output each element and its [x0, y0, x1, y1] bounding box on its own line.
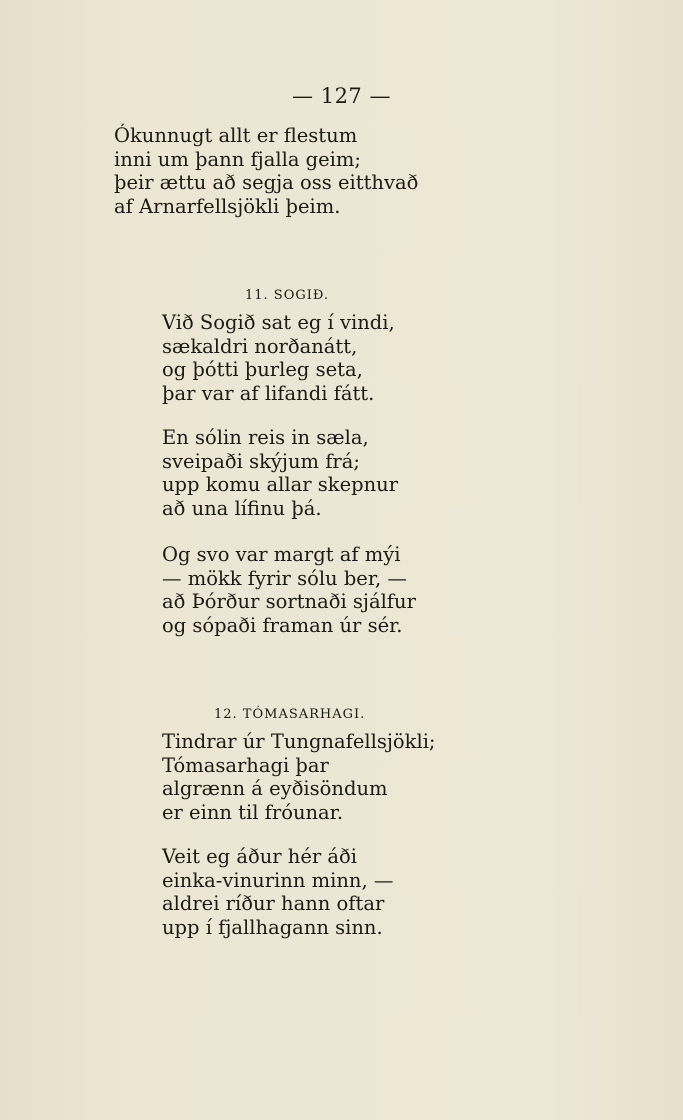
verse-line: Við Sogið sat eg í vindi, — [162, 311, 395, 334]
verse-line: sækaldri norðanátt, — [162, 334, 358, 358]
poem-12-stanza-1 — [162, 730, 436, 824]
poem-12-heading: 12. TÓMASARHAGI. — [214, 707, 366, 722]
verse-line: algrænn á eyðisöndum — [162, 777, 388, 800]
verse-line: af Arnarfellsjökli þeim. — [114, 194, 341, 218]
poem-11-stanza-3 — [162, 543, 416, 637]
verse-line: að una lífinu þá. — [162, 496, 322, 520]
verse-line: Tómasarhagi þar — [162, 753, 329, 777]
verse-line: Og svo var margt af mýi — [162, 543, 401, 566]
poem-11-heading: 11. SOGIÐ. — [245, 288, 330, 303]
verse-line: — mökk fyrir sólu ber, — — [162, 566, 407, 590]
verse-line: þeir ættu að segja oss eitthvað — [114, 171, 419, 194]
verse-line: sveipaði skýjum frá; — [162, 449, 360, 473]
verse-line: einka-vinurinn minn, — — [162, 868, 394, 892]
page-number: — 127 — — [292, 84, 391, 108]
verse-line: þar var af lifandi fátt. — [162, 381, 375, 405]
verse-line: er einn til fróunar. — [162, 800, 344, 824]
verse-line: að Þórður sortnaði sjálfur — [162, 590, 416, 613]
intro-stanza — [114, 124, 418, 218]
verse-line: upp í fjallhagann sinn. — [162, 915, 383, 939]
verse-line: Tindrar úr Tungnafellsjökli; — [162, 730, 436, 753]
verse-line: upp komu allar skepnur — [162, 473, 399, 496]
verse-line: Ókunnugt allt er flestum — [114, 124, 358, 147]
poem-12-stanza-2 — [162, 845, 393, 939]
verse-line: aldrei ríður hann oftar — [162, 892, 385, 915]
poem-11-stanza-2 — [162, 426, 398, 520]
verse-line: Veit eg áður hér áði — [162, 845, 357, 868]
poem-11-stanza-1 — [162, 311, 395, 405]
verse-line: inni um þann fjalla geim; — [114, 147, 361, 171]
verse-line: og sópaði framan úr sér. — [162, 613, 403, 637]
verse-line: En sólin reis in sæla, — [162, 426, 369, 449]
verse-line: og þótti þurleg seta, — [162, 358, 363, 381]
